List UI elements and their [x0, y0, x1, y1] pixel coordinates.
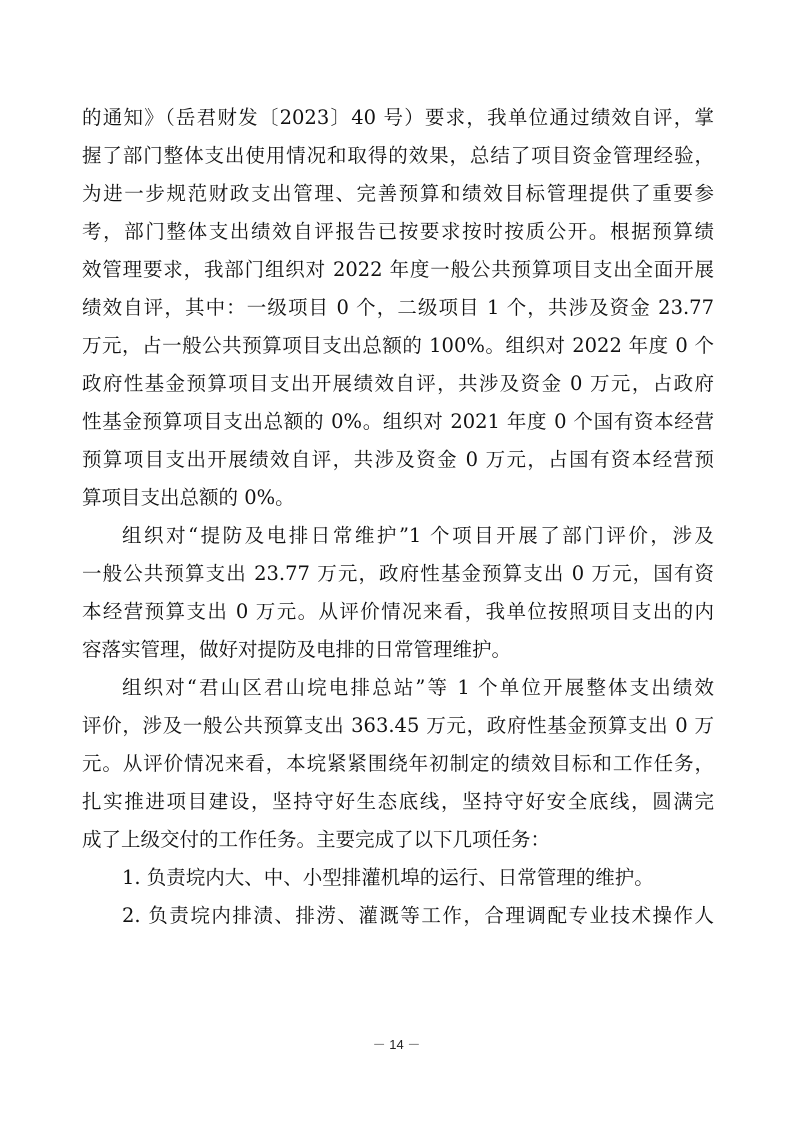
body-text-line: 元。从评价情况来看，本垸紧紧围绕年初制定的绩效目标和工作任务，: [82, 752, 714, 775]
body-text-line: 考，部门整体支出绩效自评报告已按要求按时按质公开。根据预算绩: [82, 220, 714, 243]
body-text-line: 一般公共预算支出 23.77 万元，政府性基金预算支出 0 万元，国有资: [82, 562, 714, 585]
body-text-line: 容落实管理，做好对提防及电排的日常管理维护。: [82, 638, 512, 661]
body-text-line: 评价，涉及一般公共预算支出 363.45 万元，政府性基金预算支出 0 万: [82, 714, 714, 737]
body-text-line: 为进一步规范财政支出管理、完善预算和绩效目标管理提供了重要参: [82, 182, 714, 205]
body-text-line: 绩效自评，其中：一级项目 0 个，二级项目 1 个，共涉及资金 23.77: [82, 296, 714, 319]
body-text-line: 效管理要求，我部门组织对 2022 年度一般公共预算项目支出全面开展: [82, 258, 714, 281]
list-item-2: 2. 负责垸内排渍、排涝、灌溉等工作，合理调配专业技术操作人: [122, 904, 714, 927]
body-text-line: 本经营预算支出 0 万元。从评价情况来看，我单位按照项目支出的内: [82, 600, 714, 623]
body-text-line: 政府性基金预算项目支出开展绩效自评，共涉及资金 0 万元，占政府: [82, 372, 714, 395]
paragraph-first-line: 组织对“君山区君山垸电排总站”等 1 个单位开展整体支出绩效: [122, 676, 714, 699]
body-text-line: 的通知》（岳君财发〔2023〕40 号）要求，我单位通过绩效自评，掌: [82, 106, 714, 129]
body-text-line: 预算项目支出开展绩效自评，共涉及资金 0 万元，占国有资本经营预: [82, 448, 714, 471]
body-text-line: 成了上级交付的工作任务。主要完成了以下几项任务：: [82, 828, 551, 851]
list-item-1: 1. 负责垸内大、中、小型排灌机埠的运行、日常管理的维护。: [122, 866, 654, 889]
body-text-line: 握了部门整体支出使用情况和取得的效果，总结了项目资金管理经验，: [82, 144, 714, 167]
paragraph-first-line: 组织对“提防及电排日常维护”1 个项目开展了部门评价，涉及: [122, 524, 714, 547]
body-text-line: 算项目支出总额的 0%。: [82, 486, 295, 509]
body-text-line: 万元，占一般公共预算项目支出总额的 100%。组织对 2022 年度 0 个: [82, 334, 714, 357]
body-text-line: 性基金预算项目支出总额的 0%。组织对 2021 年度 0 个国有资本经营: [82, 410, 714, 433]
page-number: － 14 －: [372, 1037, 421, 1052]
body-text-line: 扎实推进项目建设，坚持守好生态底线，坚持守好安全底线，圆满完: [82, 790, 714, 813]
